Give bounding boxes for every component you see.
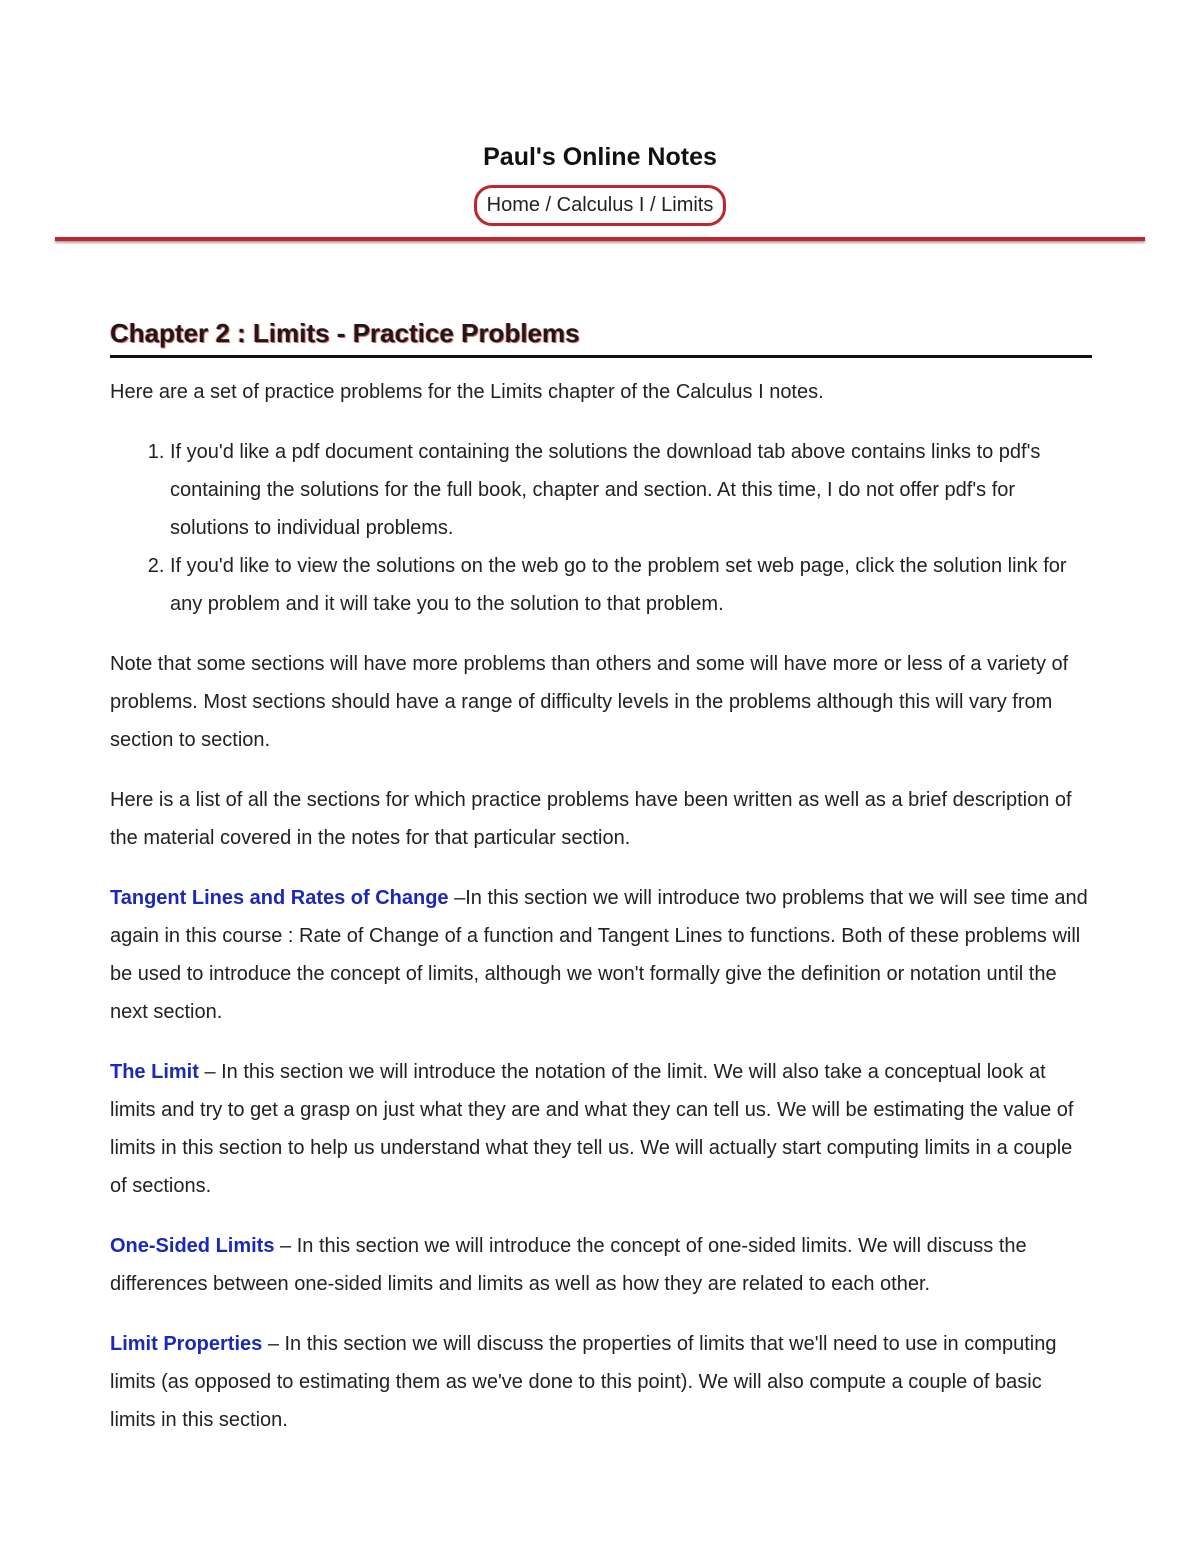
section-link-the-limit[interactable]: The Limit <box>110 1061 199 1083</box>
section-entry <box>110 1227 1092 1303</box>
section-link-limit-properties[interactable]: Limit Properties <box>110 1333 263 1355</box>
section-description: – In this section we will introduce the notation of the limit. We will also take a conceptual look at limits and try to get a grasp on just what they are and what they can tell us. We will be estimating the value of limits in this section to help us understand what they tell us. We will actually start computing limits in a couple of sections. <box>110 1061 1074 1197</box>
breadcrumb <box>474 185 727 226</box>
breadcrumb-calculus-link[interactable]: Calculus I <box>556 194 645 216</box>
breadcrumb-limits-current: Limits <box>661 194 714 216</box>
list-item: 2. If you'd like to view the solutions on the web go to the problem set web page, click the solution link for any problem and it will take you to the solution to that problem. <box>170 547 1092 623</box>
site-title: Paul's Online Notes <box>483 143 717 171</box>
page-title: Chapter 2 : Limits - Practice Problems <box>110 318 1092 358</box>
main-content <box>110 318 1092 1439</box>
section-entry <box>110 879 1092 1031</box>
section-description: – In this section we will introduce the concept of one-sided limits. We will discuss the differences between one-sided limits and limits as well as how they are related to each other. <box>110 1235 1027 1295</box>
breadcrumb-separator: / <box>539 194 557 216</box>
section-description: –In this section we will introduce two problems that we will see time and again in this course : Rate of Change of a function and Tangent Lines to functions. Both of these problems will be used to introduce the concept of limits, although we won't formally give the definition or notation until the next section. <box>110 887 1088 1023</box>
section-link-one-sided-limits[interactable]: One-Sided Limits <box>110 1235 275 1257</box>
instructions-list <box>110 433 1092 623</box>
breadcrumb-home-link[interactable]: Home <box>486 194 540 216</box>
intro-text: Here are a set of practice problems for the Limits chapter of the Calculus I notes. <box>110 381 824 403</box>
section-entry <box>110 1053 1092 1205</box>
breadcrumb-separator: / <box>644 194 662 216</box>
header-divider <box>55 237 1145 241</box>
section-link-tangent-lines[interactable]: Tangent Lines and Rates of Change <box>110 887 449 909</box>
section-description: – In this section we will discuss the properties of limits that we'll need to use in computing limits (as opposed to estimating them as we've done to this point). We will also compute a couple of basic limits in this section. <box>110 1333 1057 1431</box>
section-entry <box>110 1325 1092 1439</box>
list-item: 1. If you'd like a pdf document containing the solutions the download tab above contains links to pdf's containing the solutions for the full book, chapter and section. At this time, I do not offer pdf's for solutions to individual problems. <box>170 433 1092 547</box>
sections-intro-text: Here is a list of all the sections for which practice problems have been written as well as a brief description of the material covered in the notes for that particular section. <box>110 789 1072 849</box>
note-text: Note that some sections will have more problems than others and some will have more or less of a variety of problems. Most sections should have a range of difficulty levels in the problems although this will vary from section to section. <box>110 653 1069 751</box>
